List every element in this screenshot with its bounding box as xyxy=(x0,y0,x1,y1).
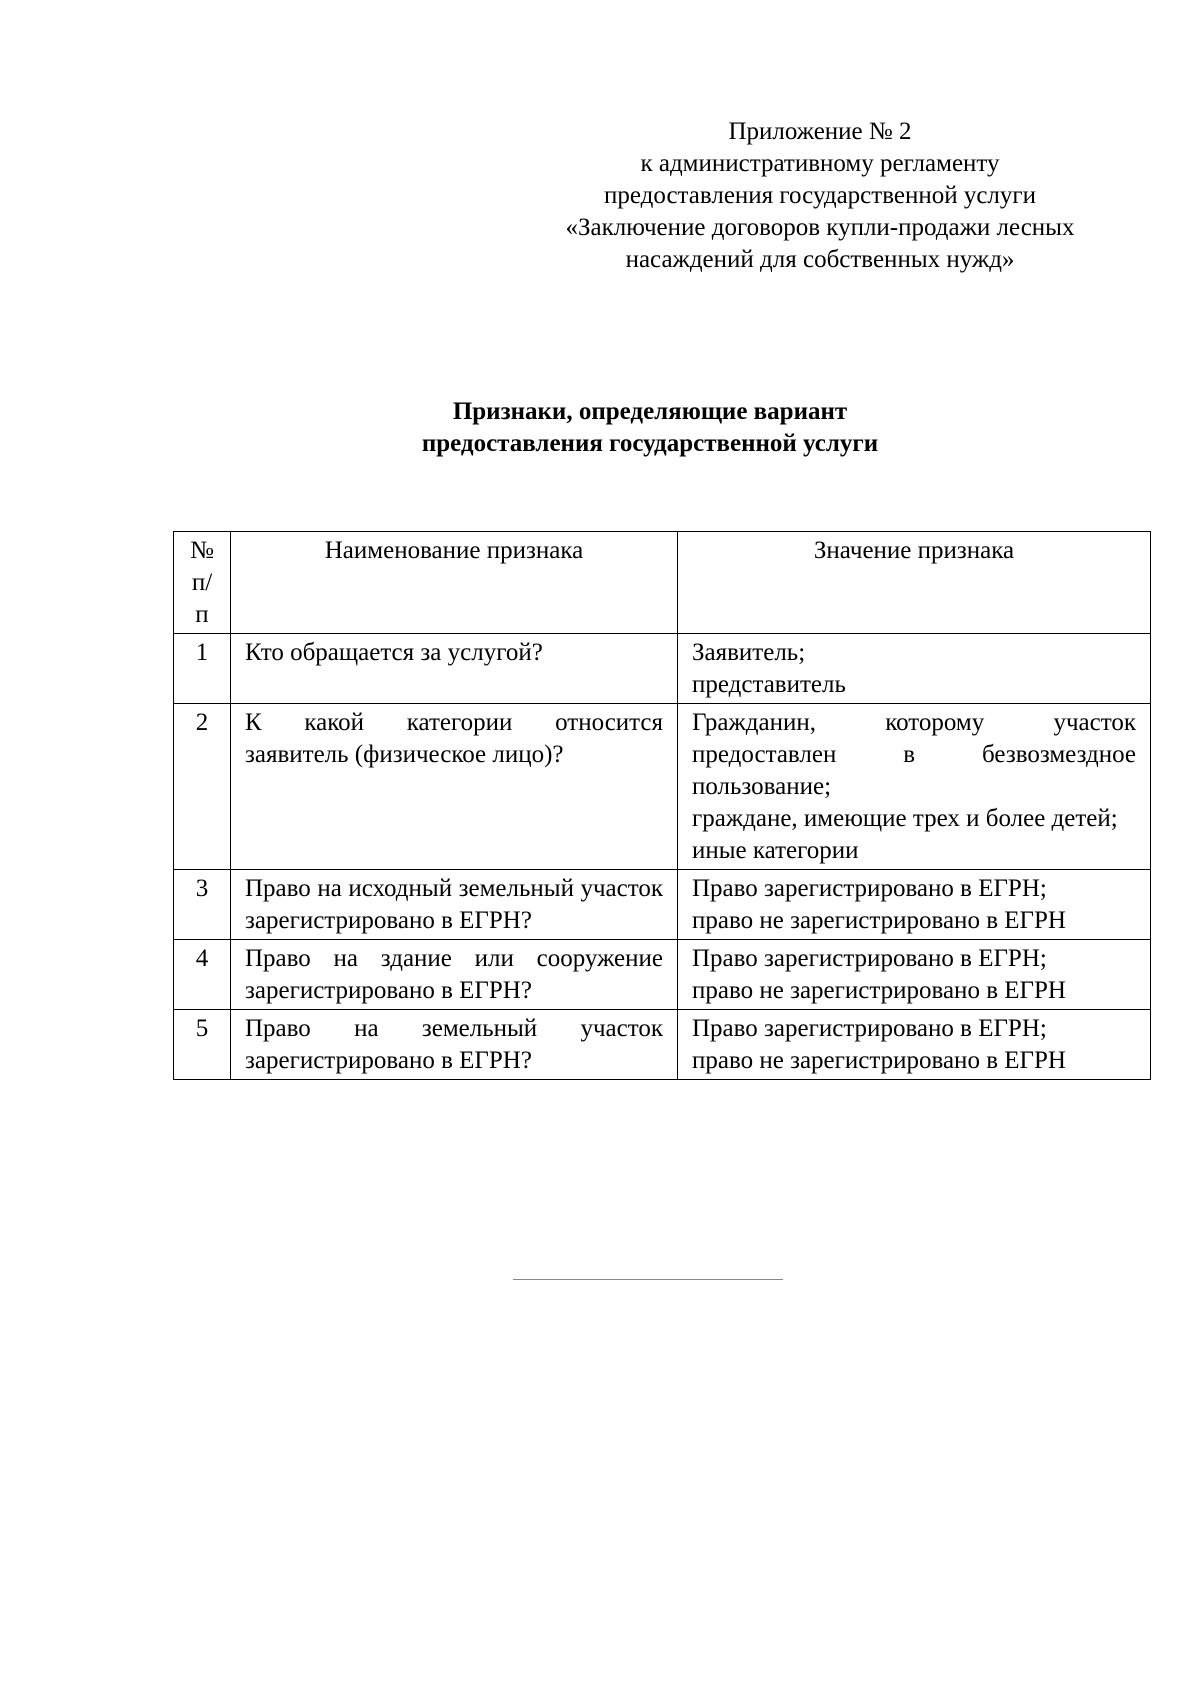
criterion-values xyxy=(678,634,1151,704)
criterion-values xyxy=(678,1010,1151,1080)
row-number: 3 xyxy=(174,870,231,940)
title-line: Признаки, определяющие вариант xyxy=(452,398,848,425)
criterion-name: Право на земельный участок зарегистрировано в ЕГРН? xyxy=(231,1010,678,1080)
row-number: 1 xyxy=(174,634,231,704)
criterion-value: граждане, имеющие трех и более детей; xyxy=(692,805,1118,832)
row-number: 5 xyxy=(174,1010,231,1080)
table-header-row xyxy=(174,532,1151,634)
appendix-line: «Заключение договоров купли-продажи лесных xyxy=(565,214,1075,241)
footer-divider xyxy=(513,1279,783,1280)
table-row xyxy=(174,940,1151,1010)
document-title xyxy=(160,396,1140,460)
appendix-line: Приложение № 2 xyxy=(728,118,912,145)
criterion-value: Право зарегистрировано в ЕГРН; xyxy=(692,875,1047,902)
header-num-line: № xyxy=(190,537,214,564)
criterion-value: Право зарегистрировано в ЕГРН; xyxy=(692,1015,1047,1042)
criterion-name: Право на здание или сооружение зарегистрировано в ЕГРН? xyxy=(231,940,678,1010)
criterion-value: право не зарегистрировано в ЕГРН xyxy=(692,1047,1066,1074)
appendix-line: к административному регламенту xyxy=(640,150,1000,177)
criterion-value: Заявитель; xyxy=(692,639,806,666)
header-num-line: п/п xyxy=(191,569,213,628)
criterion-value: иные категории xyxy=(692,837,859,864)
criterion-value: Гражданин, которому участок предоставлен в безвозмездное пользование; xyxy=(692,709,1136,800)
criterion-name: К какой категории относится заявитель (физическое лицо)? xyxy=(231,704,678,870)
criterion-name: Кто обращается за услугой? xyxy=(231,634,678,704)
criterion-values xyxy=(678,870,1151,940)
criterion-value: право не зарегистрировано в ЕГРН xyxy=(692,977,1066,1004)
table-row xyxy=(174,1010,1151,1080)
criterion-value: представитель xyxy=(692,671,846,698)
appendix-header xyxy=(520,116,1120,276)
criterion-value: Право зарегистрировано в ЕГРН; xyxy=(692,945,1047,972)
row-number: 4 xyxy=(174,940,231,1010)
criteria-table xyxy=(173,531,1151,1080)
criterion-values xyxy=(678,704,1151,870)
table-row xyxy=(174,870,1151,940)
header-num xyxy=(174,532,231,634)
row-number: 2 xyxy=(174,704,231,870)
criterion-value: право не зарегистрировано в ЕГРН xyxy=(692,907,1066,934)
criterion-values xyxy=(678,940,1151,1010)
title-line: предоставления государственной услуги xyxy=(421,430,879,457)
header-value: Значение признака xyxy=(678,532,1151,634)
criterion-name: Право на исходный земельный участок зарегистрировано в ЕГРН? xyxy=(231,870,678,940)
appendix-line: насаждений для собственных нужд» xyxy=(625,246,1015,273)
appendix-line: предоставления государственной услуги xyxy=(603,182,1037,209)
table-row xyxy=(174,704,1151,870)
table-row xyxy=(174,634,1151,704)
header-name: Наименование признака xyxy=(231,532,678,634)
